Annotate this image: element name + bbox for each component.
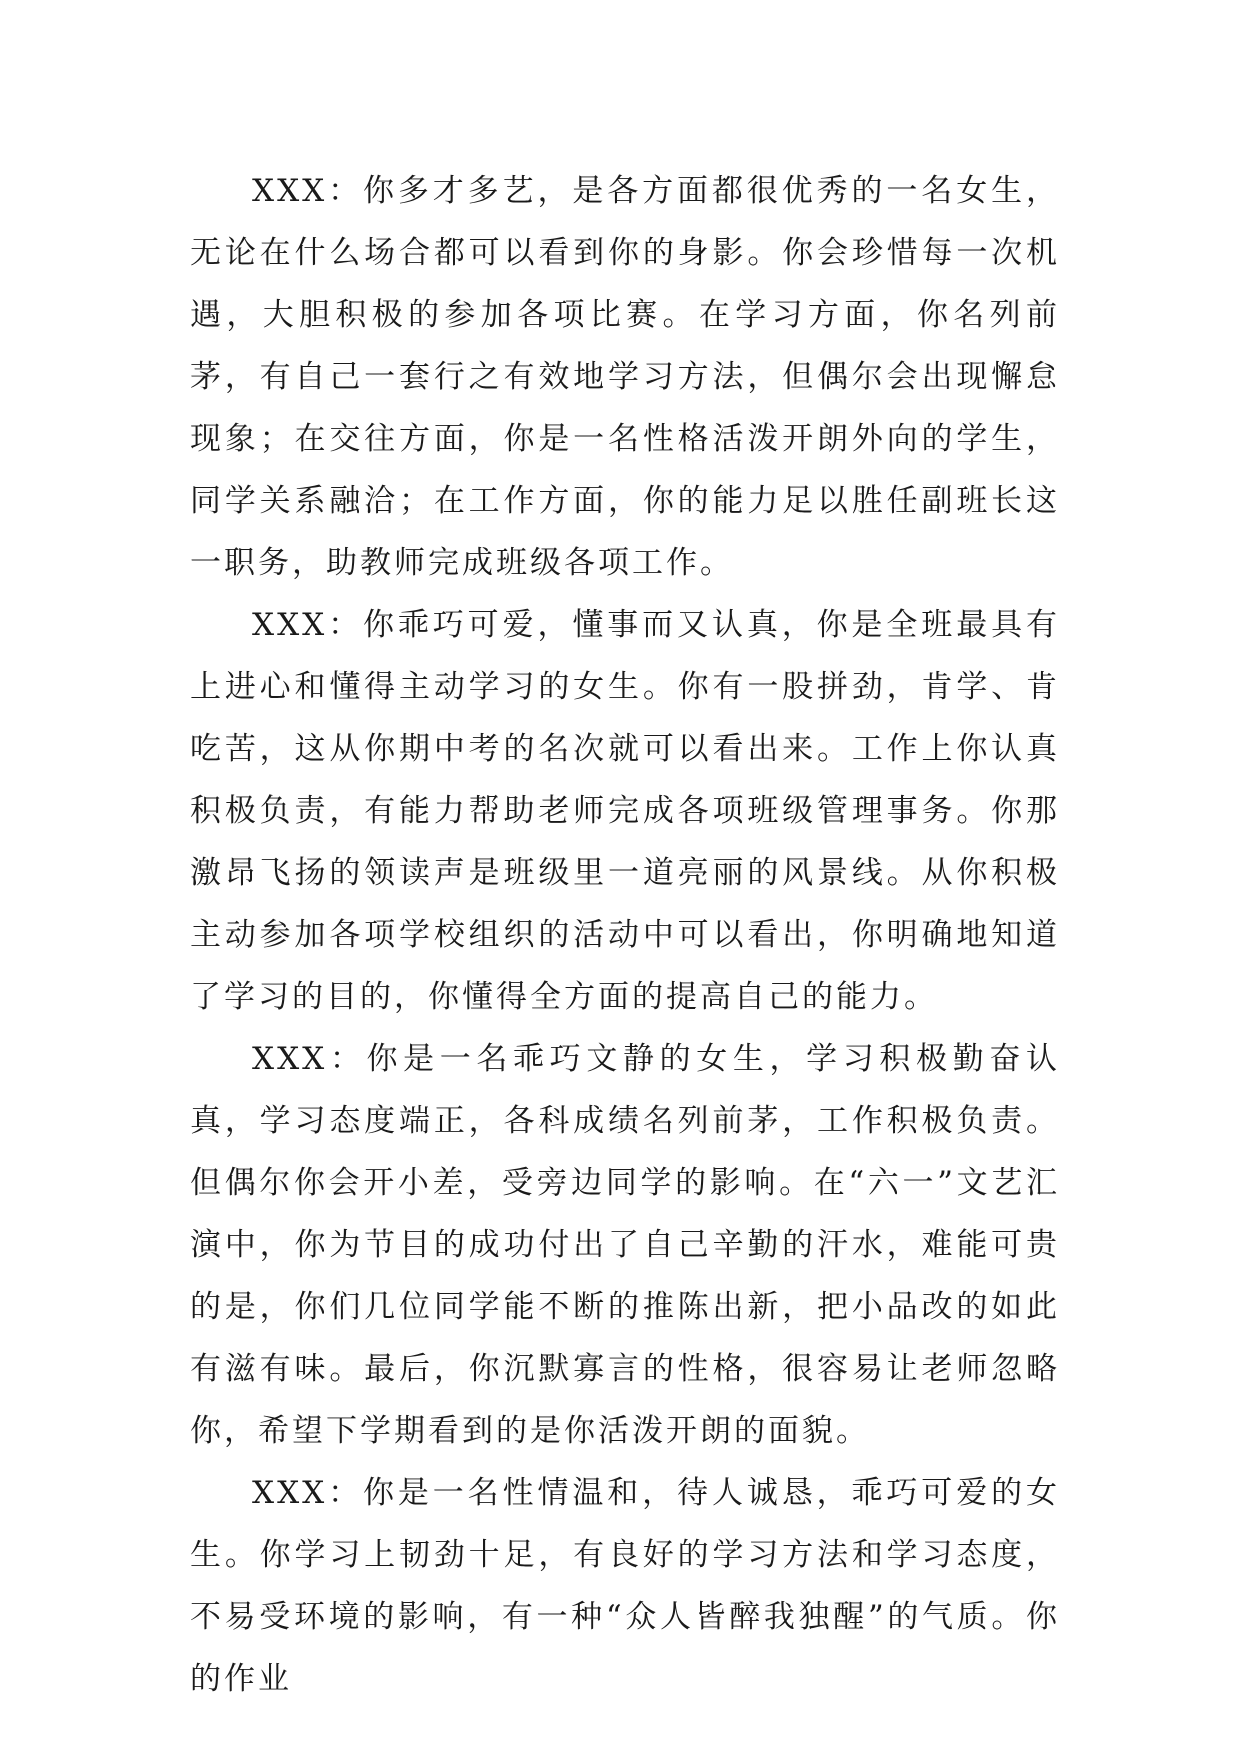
comment-paragraph: XXX：你乖巧可爱，懂事而又认真，你是全班最具有上进心和懂得主动学习的女生。你有一股拼劲，肯学、肯吃苦，这从你期中考的名次就可以看出来。工作上你认真积极负责，有能力帮助老师完成各项班级管理事务。你那激昂飞扬的领读声是班级里一道亮丽的风景线。从你积极主动参加各项学校组织的活动中可以看出，你明确地知道了学习的目的，你懂得全方面的提高自己的能力。 xyxy=(190,607,1060,1015)
comment-paragraph: XXX：你多才多艺，是各方面都很优秀的一名女生，无论在什么场合都可以看到你的身影。你会珍惜每一次机遇，大胆积极的参加各项比赛。在学习方面，你名列前茅，有自己一套行之有效地学习方法，但偶尔会出现懈怠现象；在交往方面，你是一名性格活泼开朗外向的学生，同学关系融洽；在工作方面，你的能力足以胜任副班长这一职务，助教师完成班级各项工作。 xyxy=(190,173,1060,581)
document-body xyxy=(190,160,1060,1710)
comment-paragraph: XXX：你是一名性情温和，待人诚恳，乖巧可爱的女生。你学习上韧劲十足，有良好的学习方法和学习态度，不易受环境的影响，有一种“众人皆醉我独醒”的气质。你的作业 xyxy=(190,1475,1060,1697)
comment-paragraph: XXX：你是一名乖巧文静的女生，学习积极勤奋认真，学习态度端正，各科成绩名列前茅，工作积极负责。但偶尔你会开小差，受旁边同学的影响。在“六一”文艺汇演中，你为节目的成功付出了自己辛勤的汗水，难能可贵的是，你们几位同学能不断的推陈出新，把小品改的如此有滋有味。最后，你沉默寡言的性格，很容易让老师忽略你，希望下学期看到的是你活泼开朗的面貌。 xyxy=(190,1041,1060,1449)
